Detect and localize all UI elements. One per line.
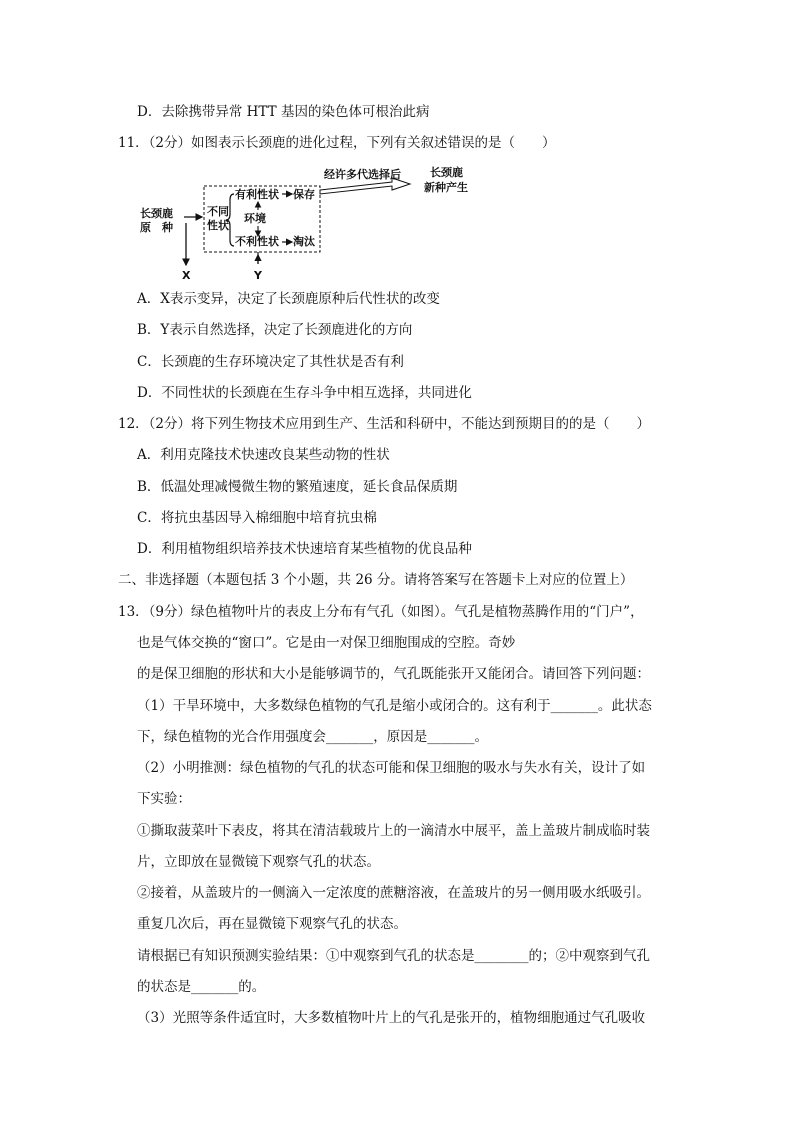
preserve-label: 保存 <box>293 188 315 201</box>
q11-option-d: D．不同性状的长颈鹿在生存斗争中相互选择，共同进化 <box>137 385 472 401</box>
q11-option-b: B．Y表示自然选择，决定了长颈鹿进化的方向 <box>137 322 413 338</box>
q13-line: ②接着，从盖玻片的一侧滴入一定浓度的蔗糖溶液，在盖玻片的另一侧用吸水纸吸引。 <box>137 885 650 901</box>
q13-line: 也是气体交换的“窗口”。它是由一对保卫细胞围成的空腔。奇妙 <box>137 635 516 651</box>
generations-label: 经许多代选择后 <box>324 168 401 181</box>
q10-option-d: D．去除携带异常 HTT 基因的染色体可根治此病 <box>137 104 430 120</box>
q11-option-a: A．X表示变异，决定了长颈鹿原种后代性状的改变 <box>137 291 440 307</box>
q11-option-c: C．长颈鹿的生存环境决定了其性状是否有利 <box>137 354 404 370</box>
giraffe-evolution-diagram <box>140 160 480 282</box>
q13-line: （2）小明推测：绿色植物的气孔的状态可能和保卫细胞的吸水与失水有关，设计了如 <box>137 760 646 776</box>
diff-label-2: 性状 <box>207 219 229 232</box>
y-label: Y <box>254 269 262 282</box>
x-label: X <box>182 269 191 282</box>
section-heading: 二、非选择题（本题包括 3 个小题，共 26 分。请将答案写在答题卡上对应的位置上） <box>118 572 634 588</box>
q13-line: 下实验： <box>137 791 191 807</box>
q12-stem: 12．（2分）将下列生物技术应用到生产、生活和科研中，不能达到预期目的的是（ ） <box>118 416 651 432</box>
diff-label-1: 不同 <box>207 205 229 218</box>
q12-option-a: A．利用克隆技术快速改良某些动物的性状 <box>137 447 390 463</box>
q13-line: 重复几次后，再在显微镜下观察气孔的状态。 <box>137 916 407 932</box>
eliminate-label: 淘汰 <box>293 235 315 248</box>
environment-label: 环境 <box>244 212 266 225</box>
q13-line: 片，立即放在显微镜下观察气孔的状态。 <box>137 854 380 870</box>
q12-option-d: D．利用植物组织培养技术快速培育某些植物的优良品种 <box>137 541 472 557</box>
q13-line: ①撕取菠菜叶下表皮，将其在清洁载玻片上的一滴清水中展平，盖上盖玻片制成临时装 <box>137 823 650 839</box>
q12-option-b: B．低温处理减慢微生物的繁殖速度，延长食品保质期 <box>137 479 458 495</box>
q13-line: 下，绿色植物的光合作用强度会_______，原因是_______。 <box>137 729 488 745</box>
q13-line: 的状态是_______的。 <box>137 979 266 995</box>
q13-line: （3）光照等条件适宜时，大多数植物叶片上的气孔是张开的，植物细胞通过气孔吸收 <box>137 1010 646 1026</box>
new-species-label-1: 长颈鹿 <box>430 166 463 179</box>
brace <box>226 194 234 246</box>
q13-line: 请根据已有知识预测实验结果：①中观察到气孔的状态是________的；②中观察到气孔 <box>137 948 650 964</box>
q13-line: 的是保卫细胞的形状和大小是能够调节的，气孔既能张开又能闭合。请回答下列问题： <box>137 666 650 682</box>
new-species-label-2: 新种产生 <box>424 181 468 194</box>
harmful-label: 不利性状 <box>235 235 279 248</box>
origin-label-2: 原 种 <box>140 221 173 234</box>
q13-line: （1）干旱环境中，大多数绿色植物的气孔是缩小或闭合的。这有利于_______。此状态 <box>137 698 652 714</box>
origin-label-1: 长颈鹿 <box>140 207 173 220</box>
beneficial-label: 有利性状 <box>235 188 279 201</box>
q11-stem: 11．（2分）如图表示长颈鹿的进化过程，下列有关叙述错误的是（ ） <box>118 135 556 151</box>
q13-line: 13．（9分）绿色植物叶片的表皮上分布有气孔（如图）。气孔是植物蒸腾作用的“门户”， <box>118 604 644 620</box>
q12-option-c: C．将抗虫基因导入棉细胞中培育抗虫棉 <box>137 510 377 526</box>
